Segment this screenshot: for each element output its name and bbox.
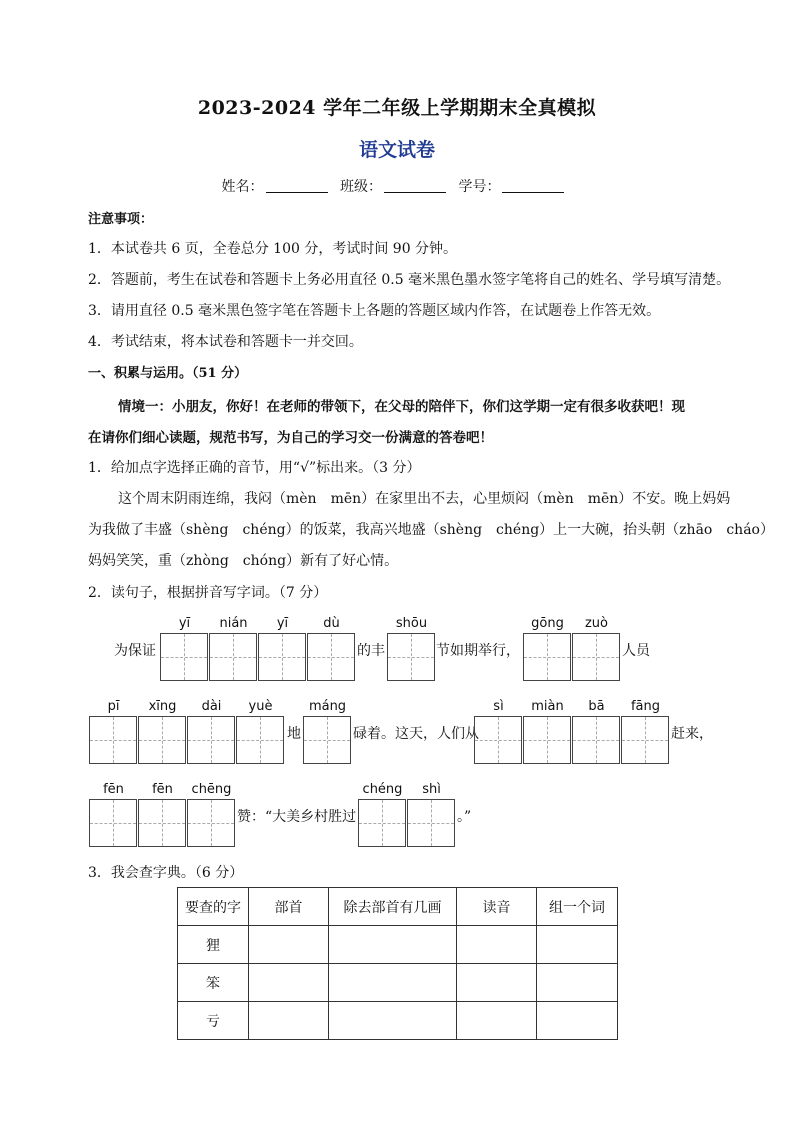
context-text: 情境一：小朋友，你好！在老师的带领下，在父母的陪伴下，你们这学期一定有很多收获吧！现 bbox=[118, 399, 685, 415]
pinyin-label: shì bbox=[422, 782, 441, 797]
sentence-text: 。” bbox=[457, 809, 472, 825]
pinyin-label: dài bbox=[201, 699, 222, 714]
writing-box[interactable] bbox=[258, 633, 306, 681]
pinyin-label: bā bbox=[588, 699, 605, 714]
q1-prompt: 1．给加点字选择正确的音节，用“√”标出来。（3 分） bbox=[88, 460, 421, 476]
writing-box[interactable] bbox=[474, 716, 522, 764]
q2-prompt: 2．读句子，根据拼音写字词。（7 分） bbox=[88, 585, 328, 601]
writing-box[interactable] bbox=[621, 716, 669, 764]
notes-heading: 注意事项： bbox=[88, 212, 154, 227]
table-row bbox=[178, 926, 618, 964]
q1-passage-line: 这个周末阴雨连绵，我闷（mèn mēn）在家里出不去，心里烦闷（mèn mēn）不安。晚上妈妈 bbox=[118, 491, 731, 507]
note-item: 1．本试卷共 6 页，全卷总分 100 分，考试时间 90 分钟。 bbox=[88, 241, 458, 257]
pinyin-label: shōu bbox=[395, 616, 428, 631]
answer-cell[interactable] bbox=[537, 964, 618, 1002]
sentence-text: 赶来， bbox=[671, 726, 713, 742]
pinyin-label: chéng bbox=[362, 782, 403, 797]
sentence-text: 地 bbox=[287, 726, 301, 742]
answer-cell[interactable] bbox=[329, 1002, 457, 1040]
writing-box[interactable] bbox=[209, 633, 257, 681]
pinyin-label: nián bbox=[219, 616, 248, 631]
pinyin-label: miàn bbox=[531, 699, 564, 714]
writing-box[interactable] bbox=[89, 799, 137, 847]
table-header: 部首 bbox=[249, 888, 329, 926]
pinyin-label: máng bbox=[308, 699, 347, 714]
note-item: 2．答题前，考生在试卷和答题卡上务必用直径 0.5 毫米黑色墨水签字笔将自己的姓名、学号填写清楚。 bbox=[88, 272, 731, 288]
pinyin-label: yī bbox=[276, 616, 289, 631]
writing-box[interactable] bbox=[523, 716, 571, 764]
note-item: 4．考试结束，将本试卷和答题卡一并交回。 bbox=[88, 334, 363, 350]
pinyin-label: yuè bbox=[248, 699, 273, 714]
pinyin-label: fāng bbox=[630, 699, 661, 714]
answer-cell[interactable] bbox=[457, 926, 537, 964]
writing-box[interactable] bbox=[187, 716, 235, 764]
pinyin-label: gōng bbox=[531, 616, 564, 631]
class-label: 班级： bbox=[340, 179, 382, 195]
sentence-text: 碌着。这天，人们从 bbox=[353, 726, 479, 742]
table-header-row bbox=[178, 888, 618, 926]
dictionary-table bbox=[177, 887, 618, 1040]
exam-subtitle: 语文试卷 bbox=[358, 139, 435, 161]
writing-box[interactable] bbox=[187, 799, 235, 847]
exam-title: 2023-2024 学年二年级上学期期末全真模拟 bbox=[197, 97, 597, 119]
pinyin-label: chēng bbox=[191, 782, 232, 797]
sentence-text: 为保证 bbox=[114, 643, 156, 659]
writing-box[interactable] bbox=[407, 799, 455, 847]
class-field[interactable] bbox=[384, 178, 446, 193]
answer-cell[interactable] bbox=[329, 964, 457, 1002]
pinyin-label: zuò bbox=[584, 616, 609, 631]
answer-cell[interactable] bbox=[537, 1002, 618, 1040]
pinyin-label: sì bbox=[493, 699, 504, 714]
id-label: 学号： bbox=[458, 179, 501, 195]
q1-passage-line: 为我做了丰盛（shèng chéng）的饭菜，我高兴地盛（shèng chéng）上一大碗，抬头朝（zhāo cháo） bbox=[88, 522, 774, 538]
writing-box[interactable] bbox=[160, 633, 208, 681]
pinyin-label: yī bbox=[178, 616, 191, 631]
sentence-text: 赞：“大美乡村胜过 bbox=[237, 809, 357, 825]
answer-cell[interactable] bbox=[249, 926, 329, 964]
writing-box[interactable] bbox=[387, 633, 435, 681]
writing-box[interactable] bbox=[89, 716, 137, 764]
table-header: 要查的字 bbox=[178, 888, 249, 926]
name-label: 姓名： bbox=[221, 179, 264, 195]
writing-box[interactable] bbox=[138, 799, 186, 847]
writing-box[interactable] bbox=[303, 716, 351, 764]
pinyin-label: fēn bbox=[103, 782, 124, 797]
query-char: 狸 bbox=[178, 926, 249, 964]
note-item: 3．请用直径 0.5 毫米黑色签字笔在答题卡上各题的答题区域内作答，在试题卷上作答无效。 bbox=[88, 303, 661, 319]
section-heading: 一、积累与运用。（51 分） bbox=[88, 366, 248, 381]
writing-box[interactable] bbox=[138, 716, 186, 764]
context-text: 在请你们细心读题，规范书写，为自己的学习交一份满意的答卷吧！ bbox=[88, 430, 493, 446]
table-row bbox=[178, 964, 618, 1002]
q1-passage-line: 妈妈笑笑，重（zhòng chóng）新有了好心情。 bbox=[88, 553, 399, 569]
sentence-text: 的丰 bbox=[357, 643, 385, 659]
table-header: 读音 bbox=[457, 888, 537, 926]
table-header: 除去部首有几画 bbox=[329, 888, 457, 926]
table-header: 组一个词 bbox=[537, 888, 618, 926]
table-row bbox=[178, 1002, 618, 1040]
student-info-line bbox=[0, 176, 794, 196]
sentence-text: 节如期举行， bbox=[436, 643, 520, 659]
writing-box[interactable] bbox=[572, 633, 620, 681]
answer-cell[interactable] bbox=[537, 926, 618, 964]
writing-box[interactable] bbox=[523, 633, 571, 681]
answer-cell[interactable] bbox=[329, 926, 457, 964]
answer-cell[interactable] bbox=[457, 1002, 537, 1040]
writing-box[interactable] bbox=[358, 799, 406, 847]
q3-prompt: 3．我会查字典。（6 分） bbox=[88, 865, 244, 881]
query-char: 亏 bbox=[178, 1002, 249, 1040]
id-field[interactable] bbox=[502, 178, 564, 193]
pinyin-label: xīng bbox=[148, 699, 177, 714]
answer-cell[interactable] bbox=[457, 964, 537, 1002]
writing-box[interactable] bbox=[307, 633, 355, 681]
answer-cell[interactable] bbox=[249, 1002, 329, 1040]
writing-box[interactable] bbox=[236, 716, 284, 764]
writing-box[interactable] bbox=[572, 716, 620, 764]
sentence-text: 人员 bbox=[622, 643, 650, 659]
query-char: 笨 bbox=[178, 964, 249, 1002]
pinyin-label: dù bbox=[323, 616, 340, 631]
pinyin-label: fēn bbox=[152, 782, 173, 797]
pinyin-label: pī bbox=[107, 699, 120, 714]
name-field[interactable] bbox=[266, 178, 328, 193]
answer-cell[interactable] bbox=[249, 964, 329, 1002]
